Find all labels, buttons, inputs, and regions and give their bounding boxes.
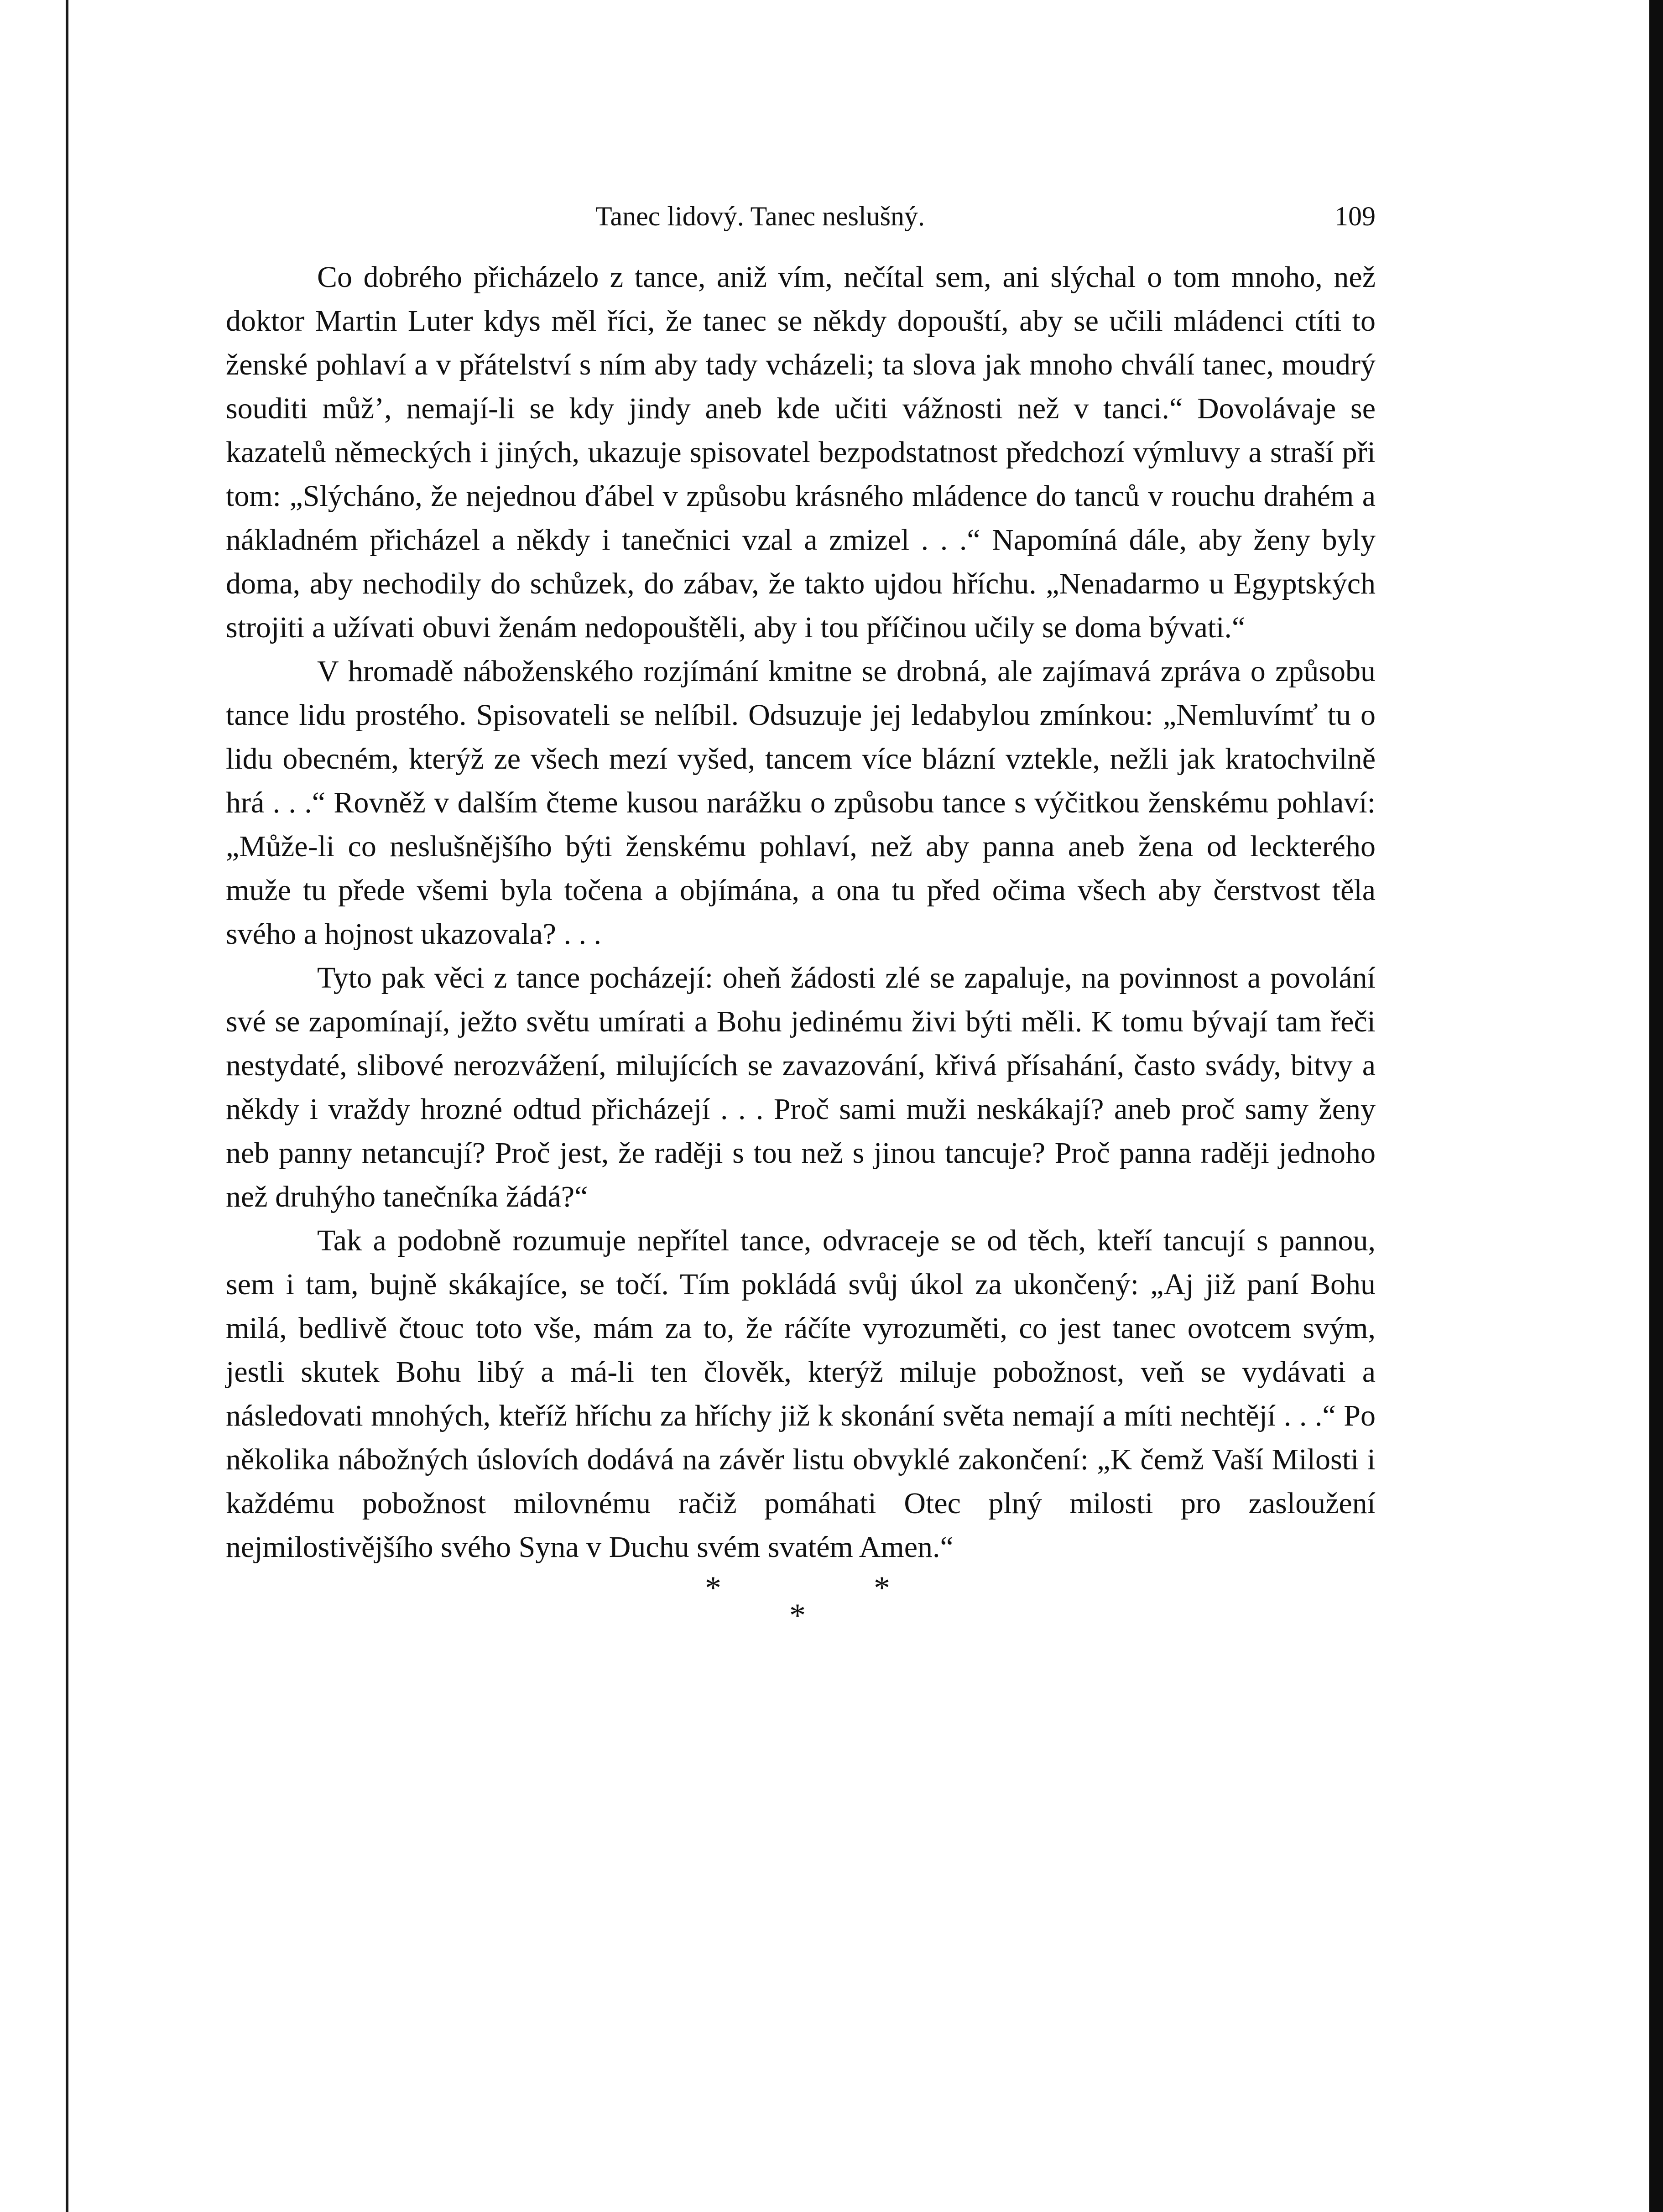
book-page [226,201,1376,1642]
running-title: Tanec lidový. Tanec neslušný. [595,201,925,231]
right-scan-border [1649,0,1663,2212]
paragraph-4: Tak a podobně rozumuje nepřítel tance, odvraceje se od těch, kteří tancují s pannou, sem i tam, bujně skákajíce, se točí. Tím pokládá svůj úkol za ukončený: „Aj již paní Bohu milá, bedlivě čtouc toto vše, mám za to, že ráčíte vyrozuměti, co jest tanec ovotcem svým, jestli skutek Bohu libý a má-li ten člověk, kterýž miluje pobožnost, veň se vydávati a následovati mnohých, kteříž hříchu za hříchy již k skonání světa nemají a míti nechtějí . . .“ Po několika nábožných úslovích dodává na závěr listu obvyklé zakončení: „K čemž Vaší Milosti i každému pobožnost milovnému račiž pomáhati Otec plný milosti pro zasloužení nejmilostivějšího svého Syna v Duchu svém svatém Amen.“ [226,1224,1376,1564]
running-head [226,201,1376,251]
page-number: 109 [1335,201,1376,231]
paragraph-1: Co dobrého přicházelo z tance, aniž vím, nečítal sem, ani slýchal o tom mnoho, než doktor Martin Luter kdys měl říci, že tanec se někdy dopouští, aby se učili mládenci ctíti to ženské pohlaví a v přátelství s ním aby tady vcházeli; ta slova jak mnoho chválí tanec, moudrý souditi můž’, nemají-li se kdy jindy aneb kde učiti vážnosti než v tanci.“ Dovolávaje se kazatelů německých i jiných, ukazuje spisovatel bezpodstatnost předchozí výmluvy a straší při tom: „Slýcháno, že nejednou ďábel v způsobu krásného mládence do tanců v rouchu drahém a nákladném přicházel a někdy i tanečnici vzal a zmizel . . .“ Napomíná dále, aby ženy byly doma, aby nechodily do schůzek, do zábav, že takto ujdou hříchu. „Nenadarmo u Egyptských strojiti a užívati obuvi ženám nedopouštěli, aby i tou příčinou učily se doma bývati.“ [226,260,1376,644]
paragraph-3: Tyto pak věci z tance pocházejí: oheň žádosti zlé se zapaluje, na povinnost a povolání své se zapomínají, ježto světu umírati a Bohu jedinému živi býti měli. K tomu bývají tam řeči nestydaté, slibové nerozvážení, milujících se zavazování, křivá přísahání, často svády, bitvy a někdy i vraždy hrozné odtud přicházejí . . . Proč sami muži neskákají? aneb proč samy ženy neb panny netancují? Proč jest, že raději s tou než s jinou tancuje? Proč panna raději jednoho než druhýho tanečníka žádá?“ [226,961,1376,1213]
asterisk-left: * [705,1570,721,1606]
asterisk-center: * [789,1597,806,1634]
paragraph-2: V hromadě náboženského rozjímání kmitne se drobná, ale zajímavá zpráva o způsobu tance lidu prostého. Spisovateli se nelíbil. Odsuzuje jej ledabylou zmínkou: „Nemluvímť tu o lidu obecném, kterýž ze všech mezí vyšed, tancem více blázní vztekle, nežli jak kratochvilně hrá . . .“ Rovněž v dalším čteme kusou narážku o způsobu tance s výčitkou ženskému pohlaví: „Může-li co neslušnějšího býti ženskému pohlaví, než aby panna aneb žena od leckterého muže tu přede všemi byla točena a objímána, a ona tu před očima všech aby čerstvost těla svého a hojnost ukazovala? . . . [226,655,1376,951]
binding-margin [0,0,68,2212]
asterisk-right: * [874,1570,890,1606]
section-asterism [226,1569,1376,1642]
